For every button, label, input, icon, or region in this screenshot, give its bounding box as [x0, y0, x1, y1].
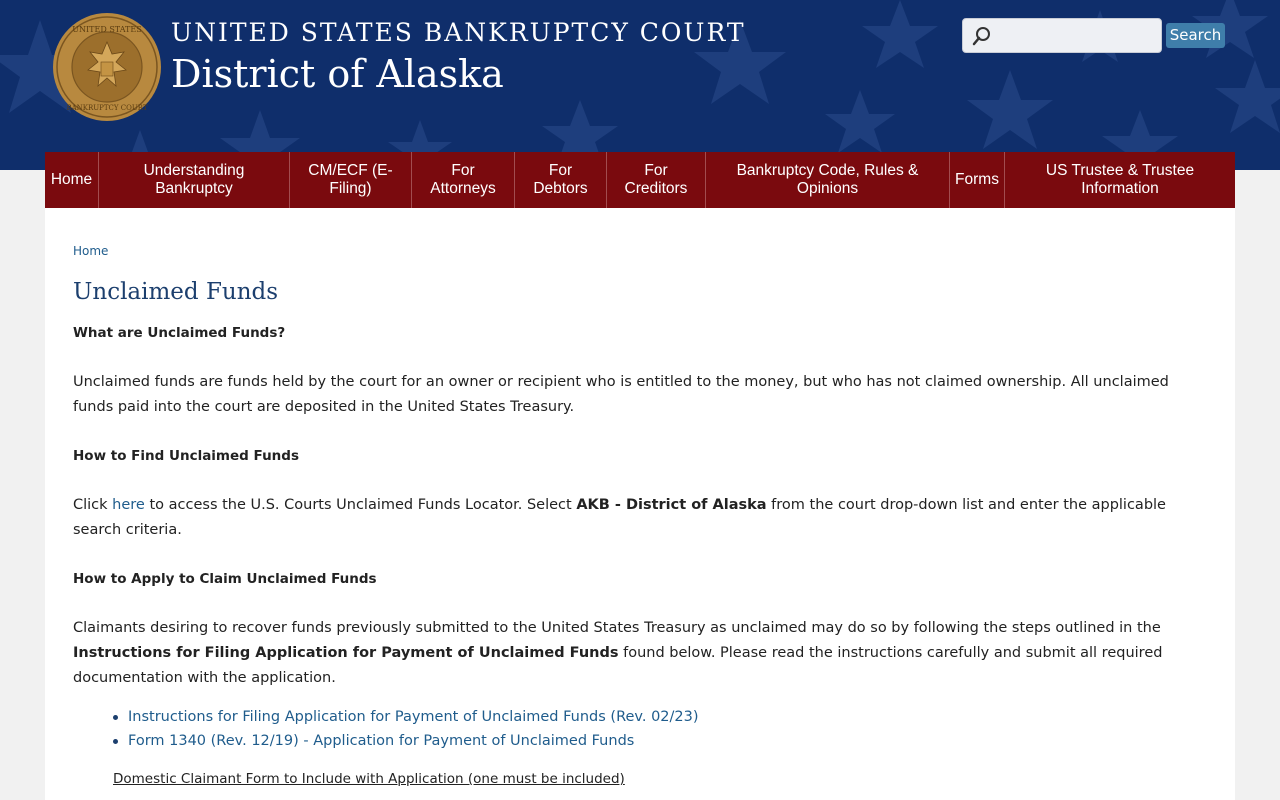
- district-name: District of Alaska: [171, 52, 504, 96]
- search-button[interactable]: Search: [1166, 23, 1225, 48]
- search-box: [962, 18, 1162, 53]
- nav-item-for-creditors[interactable]: For Creditors: [607, 152, 706, 208]
- instructions-link[interactable]: Instructions for Filing Application for Payment of Unclaimed Funds (Rev. 02/23): [128, 709, 699, 725]
- apply-paragraph: [73, 616, 1213, 691]
- nav-item-forms[interactable]: Forms: [950, 152, 1005, 208]
- apply-bold: Instructions for Filing Application for Payment of Unclaimed Funds: [73, 645, 619, 661]
- nav-item-for-attorneys[interactable]: For Attorneys: [412, 152, 515, 208]
- apply-heading: How to Apply to Claim Unclaimed Funds: [73, 571, 377, 587]
- seal-top-text: UNITED STATES: [72, 25, 142, 34]
- find-mid: to access the U.S. Courts Unclaimed Funds Locator. Select: [144, 497, 577, 513]
- search-input[interactable]: [997, 23, 1157, 49]
- find-bold: AKB - District of Alaska: [576, 497, 767, 513]
- find-prefix: Click: [73, 497, 113, 513]
- find-suffix: from the court drop-down list and enter the applicable search criteria.: [73, 497, 1166, 538]
- nav-item-us-trustee-information[interactable]: US Trustee & Trustee Information: [1045, 162, 1195, 197]
- apply-prefix: Claimants desiring to recover funds previously submitted to the United States Treasury as unclaimed may do so by following the steps outlined in the: [73, 620, 1161, 636]
- list-item: [128, 705, 1213, 729]
- nav-item-for-debtors[interactable]: For Debtors: [515, 152, 607, 208]
- find-paragraph: [73, 493, 1213, 543]
- nav-item-cm-ecf[interactable]: CM/ECF (E-Filing): [290, 152, 412, 208]
- forms-link-list: [128, 705, 1213, 753]
- page-title: Unclaimed Funds: [73, 279, 279, 305]
- nav-item-bankruptcy-code-rules-opinions[interactable]: Bankruptcy Code, Rules & Opinions: [706, 152, 950, 208]
- apply-suffix: found below. Please read the instructions carefully and submit all required documentation with the application.: [73, 645, 1163, 686]
- what-heading: What are Unclaimed Funds?: [73, 325, 286, 341]
- list-item: [128, 729, 1213, 753]
- nav-item-understanding-bankruptcy[interactable]: Understanding Bankruptcy: [99, 152, 290, 208]
- main-content: [45, 208, 1235, 800]
- main-nav: [45, 152, 1235, 208]
- page-body: [73, 321, 1213, 792]
- what-paragraph: Unclaimed funds are funds held by the court for an owner or recipient who is entitled to the money, but who has not claimed ownership. All unclaimed funds paid into the court are deposited in the United States Treasury.: [73, 374, 1169, 415]
- site-header: [0, 0, 1280, 170]
- unclaimed-funds-locator-link[interactable]: here: [112, 497, 145, 513]
- domestic-claimant-heading: Domestic Claimant Form to Include with Application (one must be included): [113, 771, 625, 787]
- breadcrumb-home-link[interactable]: Home: [73, 244, 109, 258]
- nav-item-home[interactable]: Home: [45, 152, 99, 208]
- find-heading: How to Find Unclaimed Funds: [73, 448, 299, 464]
- form-1340-link[interactable]: Form 1340 (Rev. 12/19) - Application for Payment of Unclaimed Funds: [128, 733, 635, 749]
- court-name: UNITED STATES BANKRUPTCY COURT: [171, 18, 746, 47]
- magnifier-icon: [971, 25, 993, 47]
- court-seal-icon: [52, 12, 162, 122]
- seal-bottom-text: BANKRUPTCY COURT: [66, 104, 148, 112]
